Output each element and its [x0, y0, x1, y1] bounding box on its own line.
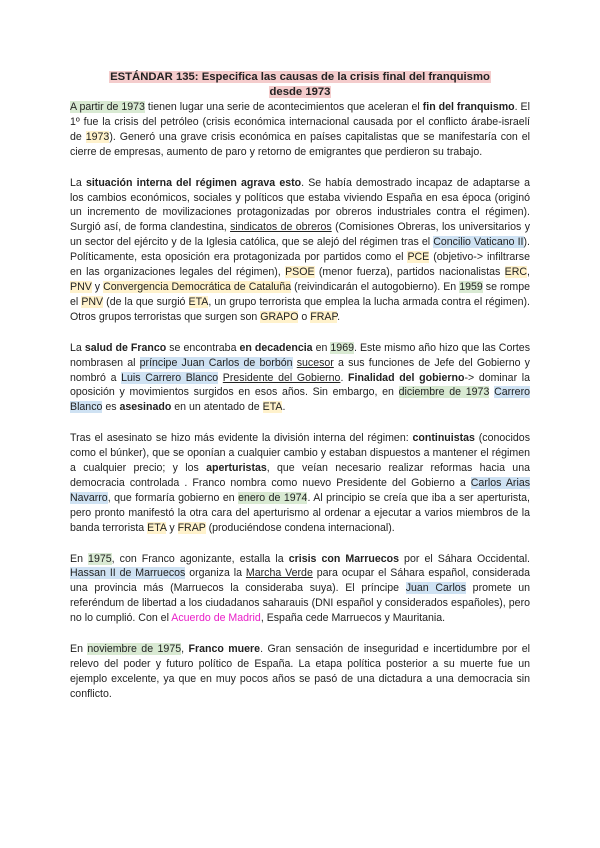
paragraph-5: [70, 552, 530, 627]
text: Tras el asesinato se hizo más evidente la división interna del régimen:: [70, 432, 413, 445]
highlight: PCE: [407, 251, 430, 264]
text: , un grupo terrorista que emplea la lucha armada contra el régimen). Otros grupos terroristas que surgen son: [70, 295, 530, 323]
highlight: PSOE: [285, 266, 315, 279]
underlined-text: Marcha Verde: [245, 567, 313, 580]
text: para ocupar el Sáhara español, considerada una provincia más (Marruecos la consideraba suya). El príncipe: [70, 567, 531, 595]
highlight: diciembre de 1973: [398, 386, 490, 399]
text: En: [70, 643, 88, 656]
text: (menor fuerza), partidos nacionalistas: [314, 266, 505, 279]
bold-text: continuistas: [412, 432, 475, 445]
title-line-1: ESTÁNDAR 135: Especifica las causas de la crisis final del franquismo: [110, 71, 490, 83]
text: . Se había demostrado incapaz de adaptarse a los cambios económicos, sociales y políticos que estaba viviendo España en esa época (originó un incremento de movilizaciones protagonizadas por obreros industriales contra el régimen). Surgió así, de forma clandestina,: [70, 176, 531, 234]
highlight: ETA: [147, 521, 167, 534]
title-line-2: desde 1973: [269, 86, 331, 98]
highlight: ETA: [262, 401, 283, 414]
text: promete un referéndum de libertad a los ciudadanos saharauis (DNI español y considerados españoles), pero no lo cumplió. Con el: [70, 582, 531, 625]
highlight: PNV: [81, 295, 104, 308]
text: La: [70, 341, 85, 354]
text: y: [91, 280, 104, 293]
underlined-text: Presidente del Gobierno: [222, 371, 341, 384]
highlight: FRAP: [177, 521, 206, 534]
text: -> dominar la oposición y movimientos surgidos en esos años. Sin embargo, en: [70, 371, 530, 399]
text: ,: [181, 643, 189, 656]
bold-text: Finalidad del gobierno: [348, 371, 465, 384]
text: es: [102, 401, 120, 414]
text: (objetivo-> infiltrarse en las organizaciones legales del régimen),: [70, 251, 530, 279]
highlight: A partir de 1973: [70, 101, 145, 113]
text: (reivindicarán el autogobierno). En: [291, 280, 460, 293]
highlight: Juan Carlos: [405, 582, 466, 595]
text: , con Franco agonizante, estalla la: [111, 552, 289, 565]
highlight: 1973: [85, 130, 110, 143]
bold-text: asesinado: [119, 401, 172, 414]
paragraph-1: [70, 100, 530, 160]
text: (Comisiones Obreras, los universitarios y un sector del ejército y de la Iglesia católica, que se alejó del régimen tras el: [70, 221, 530, 249]
highlight: GRAPO: [260, 310, 299, 323]
highlight: enero de 1974: [238, 491, 308, 504]
text: .: [337, 310, 341, 323]
text: en un atentado de: [171, 401, 263, 414]
text: (conocidos como el búnker), que se oponían a cualquier cambio y estaban dispuestos a mantener el régimen a cualquier precio; y los: [70, 432, 530, 475]
highlight: ERC: [504, 266, 528, 279]
highlight: Convergencia Democrática de Cataluña: [103, 280, 292, 293]
highlight: Carrero Blanco: [70, 386, 530, 414]
underlined-text: sindicatos de obreros: [230, 221, 332, 234]
text: ). Generó una grave crisis económica en países capitalistas que se manifestaría con el cierre de empresas, aumento de paro y retorno de emigrantes que perdieron su trabajo.: [70, 130, 530, 158]
bold-text: crisis con Marruecos: [288, 552, 399, 565]
bold-text: aperturistas: [206, 462, 267, 475]
text: a sus funciones de Jefe del Gobierno y nombró a: [70, 356, 530, 384]
page-title: [70, 70, 530, 100]
text: organiza la: [185, 567, 246, 580]
highlight: 1959: [459, 280, 483, 293]
text: , que formaría gobierno en: [107, 491, 239, 504]
text: por el Sáhara Occidental.: [398, 552, 530, 565]
text: se encontraba: [166, 341, 240, 354]
text: . Al principio se creía que iba a ser aperturista, pero pronto manifestó la otra cara del aperturismo al ordenar a ejecutar a varios miembros de la banda terrorista: [70, 491, 530, 534]
text: y: [166, 521, 178, 534]
text: .: [282, 401, 286, 414]
pink-text: Acuerdo de Madrid: [171, 612, 261, 625]
paragraph-6: [70, 642, 530, 702]
highlight: PNV: [70, 280, 92, 293]
text: en: [312, 341, 331, 354]
text: , España cede Marruecos y Mauritania.: [260, 612, 446, 625]
document-page: [70, 70, 530, 718]
highlight: noviembre de 1975: [87, 643, 182, 656]
text: se rompe el: [70, 280, 530, 308]
highlight: 1975: [88, 552, 112, 565]
text: . Gran sensación de inseguridad e incertidumbre por el relevo del poder y futuro político de España. La etapa política posterior a su muerte fue un ejemplo excelente, ya que en muy pocos años se pasó de una dictadura a una democracia sin conflicto.: [70, 643, 530, 700]
text: ). Políticamente, esta oposición era protagonizada por partidos como el: [70, 236, 530, 264]
bold-text: situación interna del régimen agrava esto: [85, 176, 302, 189]
highlight: Luis Carrero Blanco: [121, 371, 219, 384]
text: , que veían necesario realizar reformas hacia una democracia controlada . Franco nombra como nuevo Presidente del Gobierno a: [70, 462, 530, 489]
text: tienen lugar una serie de acontecimientos que aceleran el: [144, 101, 423, 113]
paragraph-3: [70, 341, 530, 416]
bold-text: en decadencia: [239, 341, 313, 354]
text: ,: [527, 266, 530, 279]
text: . Este mismo año hizo que las Cortes nombrasen al: [70, 341, 530, 369]
text: (de la que surgió: [103, 295, 189, 308]
highlight: Hassan II de Marruecos: [70, 567, 186, 580]
bold-text: salud de Franco: [84, 341, 167, 354]
highlight: ETA: [188, 295, 209, 308]
paragraph-2: [70, 176, 530, 325]
text: En: [70, 552, 89, 565]
text: .: [340, 371, 349, 384]
highlight: Carlos Arias Navarro: [70, 476, 531, 504]
bold-text: fin del franquismo: [422, 101, 515, 113]
paragraph-4: [70, 431, 530, 535]
text: (produciéndose condena internacional).: [205, 521, 395, 534]
text: La: [70, 176, 86, 189]
bold-text: Franco muere: [188, 643, 261, 656]
highlight: príncipe Juan Carlos de borbón: [139, 356, 293, 369]
text: . El 1º fue la crisis del petróleo (crisis económica internacional causada por el conflicto árabe-israelí de: [70, 101, 530, 143]
highlight: Concilio Vaticano II: [433, 236, 524, 249]
highlight: FRAP: [310, 310, 338, 323]
text: o: [298, 310, 311, 323]
underlined-text: sucesor: [296, 356, 334, 369]
highlight: 1969: [330, 341, 354, 354]
